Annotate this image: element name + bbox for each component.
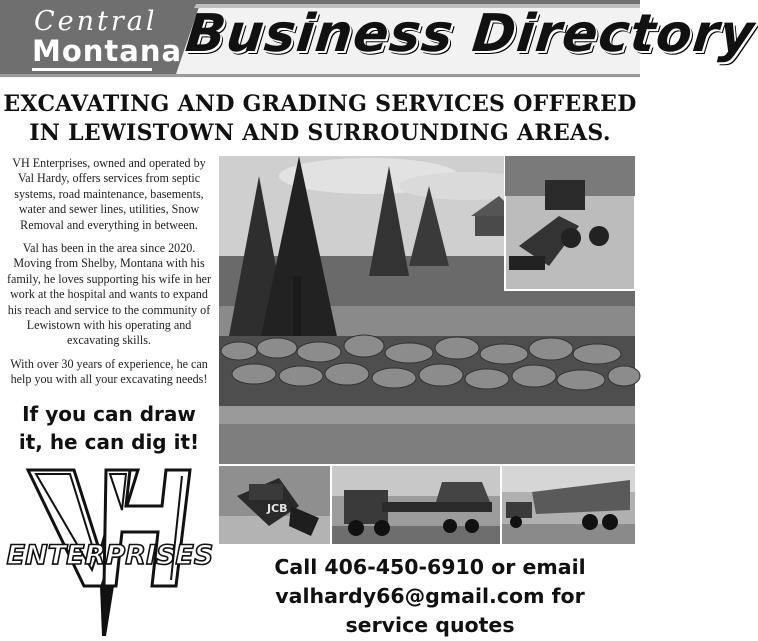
vh-enterprises-logo xyxy=(6,466,214,638)
article-body xyxy=(4,156,214,396)
cta-line-2: valhardy66@gmail.com for xyxy=(275,584,585,608)
body-paragraph-2: Val has been in the area since 2020. Moving from Shelby, Montana with his family, he loves supporting his wife in her work at the hospital and wants to expand his reach and service to the community of Lewistown with his operating and excavating skills. xyxy=(6,241,212,348)
photo-dump-trailer-illustration xyxy=(502,466,635,544)
body-paragraph-1: VH Enterprises, owned and operated by Val Hardy, offers services from septic systems, road maintenance, basements, water and sewer lines, utilities, Snow Removal and everything in between. xyxy=(12,156,206,232)
page-title: Business Directory xyxy=(182,4,758,64)
brand-underline xyxy=(32,68,152,71)
headline xyxy=(0,90,640,148)
photo-dump-trailer xyxy=(502,466,635,544)
logo-word: ENTERPRISES xyxy=(6,540,214,571)
cta-line-1: Call 406-450-6910 or email xyxy=(274,555,586,579)
tagline-line-1: If you can draw xyxy=(22,402,196,426)
main-photo xyxy=(219,156,635,464)
photo-truck-lowboy xyxy=(332,466,500,544)
headline-line-2: IN LEWISTOWN AND SURROUNDING AREAS. xyxy=(29,120,611,146)
photo-excavator-illustration xyxy=(219,466,330,544)
photo-truck-illustration xyxy=(332,466,500,544)
photo-excavator xyxy=(219,466,330,544)
vh-logo-graphic xyxy=(6,466,214,638)
central-montana-logo xyxy=(6,4,183,74)
contact-call-to-action xyxy=(220,553,640,640)
brand-line-central: Central xyxy=(34,6,158,37)
brand-line-montana: Montana xyxy=(32,34,183,68)
excavator-brand: JCB xyxy=(267,502,288,515)
body-paragraph-3: With over 30 years of experience, he can help you with all your excavating needs! xyxy=(10,356,208,387)
tagline-line-2: it, he can dig it! xyxy=(18,430,200,454)
cta-line-3: service quotes xyxy=(345,613,515,637)
headline-line-1: EXCAVATING AND GRADING SERVICES OFFERED xyxy=(3,91,637,117)
title-wrap xyxy=(178,2,758,74)
tagline xyxy=(4,400,214,456)
main-photo-illustration xyxy=(219,156,635,464)
directory-header xyxy=(0,0,758,78)
